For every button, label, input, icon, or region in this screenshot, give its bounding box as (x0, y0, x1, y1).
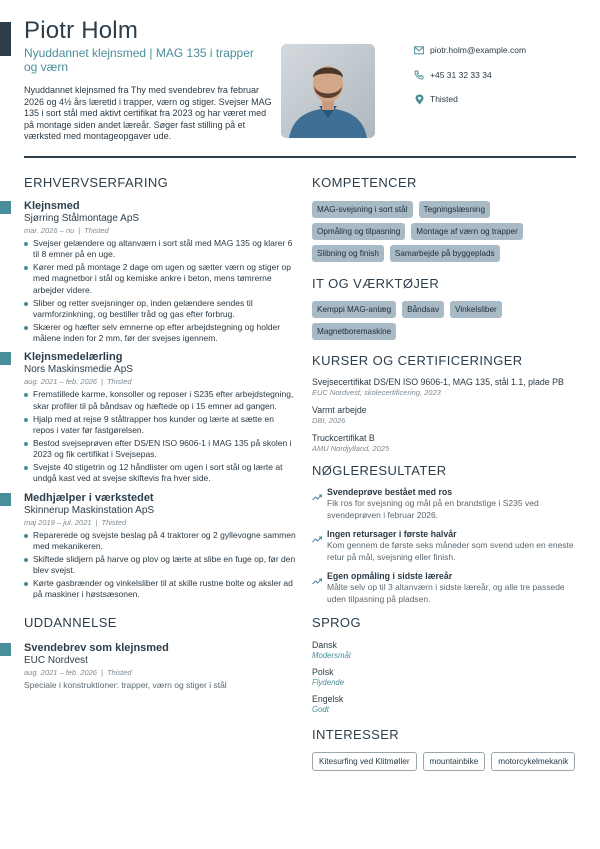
job-meta: mar. 2026 – nu | Thisted (24, 226, 109, 235)
location-text: Thisted (430, 94, 458, 104)
header-accent-bar (0, 22, 11, 56)
languages-list (312, 640, 584, 715)
education-dates: aug. 2021 – feb. 2026 (24, 667, 97, 677)
job-company: Nors Maskinsmedie ApS (24, 364, 133, 376)
trend-up-icon (312, 529, 322, 563)
job-bullet: Bestod svejseprøven efter DS/EN ISO 9606-1 i MAG 135 på skolen i 2023 og fik certifikat i Svejsepas. (24, 438, 296, 461)
experience-marker (0, 352, 11, 365)
language-name: Polsk (312, 667, 334, 677)
section-title-interests: INTERESSER (312, 727, 400, 742)
section-title-experience: ERHVERVSERFARING (24, 175, 169, 190)
experience-item (24, 351, 296, 484)
job-bullet: Hjalp med at rejse 9 ståltrapper hos kunder og lærte at sætte en repos i vater før fastgørelsen. (24, 414, 296, 437)
contact-block (414, 44, 594, 118)
language-name: Engelsk (312, 694, 344, 704)
tool-chip: Kemppi MAG-anlæg (312, 301, 396, 318)
interest-chip: Kitesurfing ved Klitmøller (312, 752, 417, 771)
tool-chip: Vinkelsliber (450, 301, 502, 318)
candidate-headline: Nyuddannet klejnsmed | MAG 135 i trapper og værn (24, 46, 254, 74)
interest-chip: mountainbike (423, 752, 486, 771)
section-title-tools: IT OG VÆRKTØJER (312, 276, 440, 291)
section-title-skills: KOMPETENCER (312, 175, 417, 190)
skills-list (312, 201, 584, 262)
tool-chip: Båndsav (402, 301, 444, 318)
experience-item (24, 492, 296, 601)
result-item (312, 487, 584, 521)
language-item (312, 640, 584, 661)
experience-item (24, 200, 296, 344)
section-title-results: NØGLERESULTATER (312, 463, 447, 478)
job-bullet: Svejser gelændere og altanværn i sort stål med MAG 135 og klarer 6 til 8 emner på en uge. (24, 238, 296, 261)
language-level: Modersmål (312, 651, 351, 660)
result-description: Kom gennem de første seks måneder som svend uden en eneste retur på mål, svejsning eller finish. (327, 540, 574, 562)
education-item (24, 642, 296, 691)
language-item (312, 694, 584, 715)
job-bullet: Sliber og retter svejsninger op, inden gelændere sendes til varmforzinkning, og bestiller tråd og gas efter forbrug. (24, 298, 296, 321)
job-title: Klejnsmed (24, 200, 80, 212)
tools-list (312, 301, 584, 340)
interests-list (312, 752, 584, 771)
course-item (312, 377, 584, 398)
job-company: Sjørring Stålmontage ApS (24, 213, 140, 224)
result-title: Ingen retursager i første halvår (327, 529, 457, 539)
phone-icon (414, 70, 424, 80)
right-column (312, 175, 584, 785)
trend-up-icon (312, 571, 322, 605)
email-text: piotr.holm@example.com (430, 45, 527, 55)
candidate-name: Piotr Holm (24, 17, 139, 44)
course-title: Svejsecertifikat DS/EN ISO 9606-1, MAG 135, stål 1.1, plade PB (312, 377, 564, 387)
courses-list (312, 377, 584, 454)
education-description: Speciale i konstruktioner: trapper, værn og stiger i stål (24, 679, 227, 690)
education-meta: aug. 2021 – feb. 2026 | Thisted (24, 667, 132, 677)
job-dates: mar. 2026 – nu (24, 226, 75, 235)
contact-location (414, 93, 594, 105)
skill-chip: Opmåling og tilpasning (312, 223, 405, 240)
results-list (312, 487, 584, 605)
degree-title: Svendebrev som klejnsmed (24, 641, 169, 654)
education-marker (0, 643, 11, 656)
result-description: Målte selv op til 3 altanværn i sidste læreår, og alle tre passede uden tilpasning på pladsen. (327, 582, 565, 604)
result-title: Svendeprøve bestået med ros (327, 487, 453, 497)
course-item (312, 433, 584, 454)
result-description: Fik ros for svejsning og mål på en brandstige i S235 ved svendeprøven i februar 2026. (327, 498, 539, 520)
trend-up-icon (312, 487, 322, 521)
result-title: Egen opmåling i sidste læreår (327, 571, 453, 581)
education-location: Thisted (106, 667, 132, 677)
job-bullet: Kørte gasbrænder og vinkelsliber til at skille rustne bolte og aksler ad på maskiner i høstsæsonen. (24, 578, 296, 601)
portrait-image (281, 44, 375, 138)
language-item (312, 667, 584, 688)
skill-chip: MAG-svejsning i sort stål (312, 201, 413, 218)
skill-chip: Slibning og finish (312, 245, 384, 262)
job-bullet: Kører med på montage 2 dage om ugen og sætter værn og stiger op med magnetbor i stål og kemiske ankre i beton, mens tømrerne arbejder videre. (24, 262, 296, 296)
section-title-education: UDDANNELSE (24, 614, 117, 630)
tool-chip: Magnetboremaskine (312, 323, 396, 340)
mail-icon (414, 45, 424, 55)
job-company: Skinnerup Maskinstation ApS (24, 504, 155, 516)
job-bullet: Skiftede slidjern på harve og plov og lærte at slibe en fuge op, før den blev svejst. (24, 554, 296, 577)
course-title: Varmt arbejde (312, 405, 367, 415)
skill-chip: Samarbejde på byggeplads (390, 245, 500, 262)
location-pin-icon (414, 94, 424, 104)
profile-summary: Nyuddannet klejnsmed fra Thy med svendebrev fra februar 2026 og 4½ års læretid i trapper, værn og stiger. Svejser MAG 135 i sort stål med aktivt certifikat fra 2023 og har været med på montage siden andet læreår. Søger fast stilling på et værksted med montageopgaver ude. (24, 85, 272, 142)
left-column (24, 175, 296, 698)
contact-phone[interactable] (414, 69, 594, 81)
skill-chip: Tegningslæsning (419, 201, 490, 218)
experience-marker (0, 493, 11, 506)
language-level: Flydende (312, 678, 345, 687)
course-title: Truckcertifikat B (312, 433, 375, 443)
profile-photo (281, 44, 375, 138)
job-bullets (24, 389, 296, 484)
experience-marker (0, 201, 11, 214)
skill-chip: Montage af værn og trapper (411, 223, 523, 240)
job-location: Thisted (101, 517, 127, 527)
language-level: Godt (312, 705, 329, 714)
phone-text: +45 31 32 33 34 (430, 69, 492, 80)
job-title: Medhjælper i værkstedet (24, 491, 154, 504)
school-name: EUC Nordvest (24, 654, 88, 666)
course-org: AMU Nordjylland, 2025 (312, 444, 390, 453)
course-org: EUC Nordvest, skolecertificering, 2023 (312, 388, 441, 397)
course-org: DBI, 2026 (312, 416, 346, 425)
job-bullet: Svejste 40 stigetrin og 12 håndlister om ugen i sort stål og lærte at undgå kast ved at svejse skiftevis fra hver side. (24, 462, 296, 485)
job-bullet: Fremstillede karme, konsoller og reposer i S235 efter arbejdstegning, skar profiler til på båndsav og hæftede op i 15 emner ad gangen. (24, 389, 296, 412)
section-title-courses: KURSER OG CERTIFICERINGER (312, 353, 523, 368)
header-divider (24, 156, 576, 158)
job-meta: maj 2019 – jul. 2021 | Thisted (24, 517, 127, 527)
job-location: Thisted (106, 377, 132, 387)
result-item (312, 571, 584, 605)
job-title: Klejnsmedelærling (24, 351, 123, 364)
job-bullets (24, 530, 296, 601)
job-dates: maj 2019 – jul. 2021 (24, 517, 92, 527)
job-bullet: Skærer og hæfter selv emnerne op efter arbejdstegning og holder målene inden for 2 mm, før der svejses igennem. (24, 322, 296, 345)
job-meta: aug. 2021 – feb. 2026 | Thisted (24, 377, 132, 387)
course-item (312, 405, 584, 426)
job-location: Thisted (84, 226, 109, 235)
job-bullets (24, 238, 296, 344)
result-item (312, 529, 584, 563)
language-name: Dansk (312, 640, 337, 650)
contact-email[interactable] (414, 44, 594, 56)
section-title-languages: SPROG (312, 615, 361, 630)
job-dates: aug. 2021 – feb. 2026 (24, 377, 97, 387)
interest-chip: motorcykelmekanik (491, 752, 575, 771)
job-bullet: Reparerede og svejste beslag på 4 traktorer og 2 gyllevogne sammen med mekanikeren. (24, 530, 296, 553)
